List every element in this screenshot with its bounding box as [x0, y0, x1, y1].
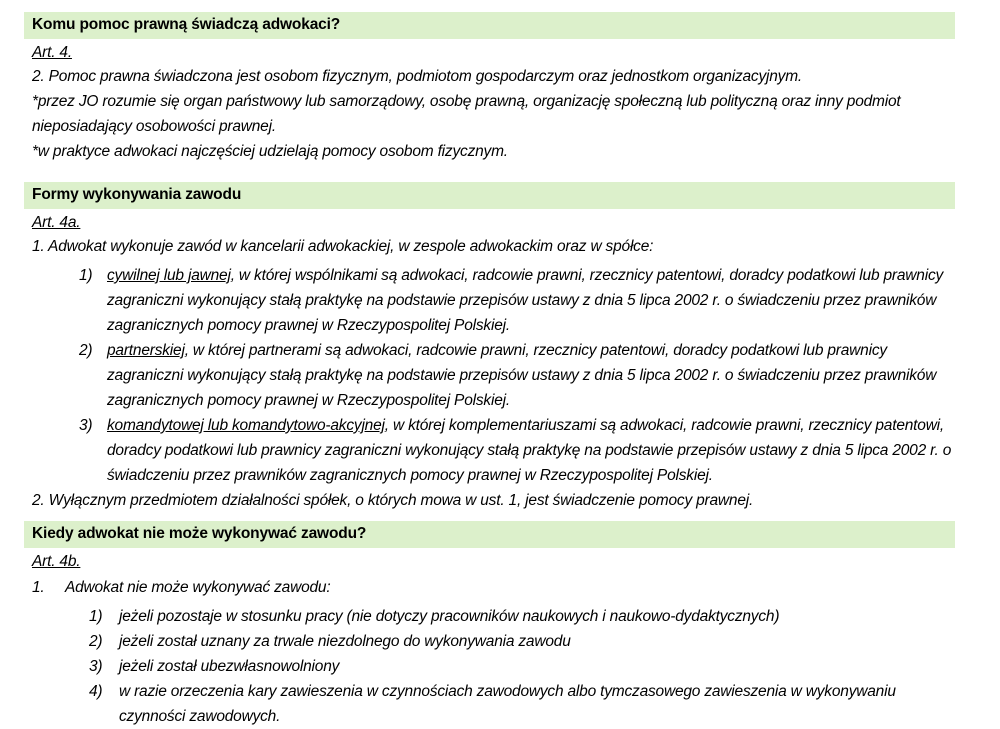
list-item-body: , w której wspólnikami są adwokaci, radcowie prawni, rzecznicy patentowi, doradcy podatkowi lub prawnicy zagraniczni wykonujący stałą praktykę na podstawie przepisów ustawy z dnia 5 lipca 2002 r. o świadczeniu przez prawników zagranicznych pomocy prawnej w Rzeczypospolitej Polskiej. — [107, 267, 944, 334]
list-item — [32, 575, 955, 600]
section-header-3: Kiedy adwokat nie może wykonywać zawodu? — [24, 521, 955, 548]
article-reference-3: Art. 4b. — [32, 553, 81, 570]
article-ref-wrap-2 — [24, 209, 955, 234]
list-marker: 1) — [79, 267, 93, 284]
section-kiedy-adwokat-nie-moze — [24, 521, 955, 729]
section-spacer-1 — [24, 164, 955, 182]
list-item-term: partnerskiej — [107, 342, 185, 359]
list-item-text: Adwokat nie może wykonywać zawodu: — [65, 579, 331, 596]
list-item-body: , w której komplementariuszami są adwokaci, radcowie prawni, rzecznicy patentowi, doradcy podatkowi lub prawnicy zagraniczni wykonujący stałą praktykę na podstawie przepisów ustawy z dnia 5 lipca 2002 r. o świadczeniu przez prawników zagranicznych pomocy prawnej w Rzeczypospolitej Polskiej. — [107, 417, 952, 484]
paragraph-2-closing: 2. Wyłącznym przedmiotem działalności spółek, o których mowa w ust. 1, jest świadczenie pomocy prawnej. — [32, 492, 754, 509]
paragraph-1-3: *w praktyce adwokaci najczęściej udzielają pomocy osobom fizycznym. — [32, 143, 508, 160]
article-ref-wrap-3 — [24, 548, 955, 573]
list-item-text: jeżeli pozostaje w stosunku pracy (nie dotyczy pracowników naukowych i naukowo-dydaktycznych) — [119, 608, 780, 625]
list-zakaz-outer — [32, 575, 955, 600]
list-marker: 2) — [79, 342, 93, 359]
article-reference-1: Art. 4. — [32, 44, 72, 61]
list-marker: 4) — [89, 683, 103, 700]
list-item — [79, 263, 955, 338]
list-marker: 3) — [79, 417, 93, 434]
list-item — [89, 629, 955, 654]
section-formy-wykonywania-zawodu — [24, 182, 955, 513]
list-item-text — [107, 338, 955, 413]
list-item — [89, 604, 955, 629]
list-item-text: jeżeli został uznany za trwale niezdolnego do wykonywania zawodu — [119, 633, 571, 650]
list-item-text — [107, 413, 955, 488]
list-item-term: komandytowej lub komandytowo-akcyjnej — [107, 417, 385, 434]
section-header-2: Formy wykonywania zawodu — [24, 182, 955, 209]
paragraph-2-lead: 1. Adwokat wykonuje zawód w kancelarii adwokackiej, w zespole adwokackim oraz w spółce: — [32, 238, 654, 255]
list-item — [79, 413, 955, 488]
paragraph-1-1: 2. Pomoc prawna świadczona jest osobom fizycznym, podmiotom gospodarczym oraz jednostkom organizacyjnym. — [32, 68, 803, 85]
list-marker: 1) — [89, 608, 103, 625]
list-marker: 1. — [32, 579, 45, 596]
list-item — [79, 338, 955, 413]
list-item-text: jeżeli został ubezwłasnowolniony — [119, 658, 340, 675]
paragraph-1-2: *przez JO rozumie się organ państwowy lub samorządowy, osobę prawną, organizację społeczną lub polityczną oraz inny podmiot nieposiadający osobowości prawnej. — [32, 93, 901, 135]
list-item — [89, 679, 955, 729]
section-komu-pomoc-prawna — [24, 12, 955, 164]
list-item-text: w razie orzeczenia kary zawieszenia w czynnościach zawodowych albo tymczasowego zawieszenia w wykonywaniu czynności zawodowych. — [119, 683, 896, 725]
section-spacer-2 — [24, 513, 955, 521]
list-item-text — [107, 263, 955, 338]
article-reference-2: Art. 4a. — [32, 214, 81, 231]
list-item — [89, 654, 955, 679]
list-item-term: cywilnej lub jawnej — [107, 267, 231, 284]
list-marker: 2) — [89, 633, 103, 650]
article-ref-wrap-1 — [24, 39, 955, 64]
list-zakaz-inner — [89, 604, 955, 729]
list-marker: 3) — [89, 658, 103, 675]
list-formy-spolek — [79, 263, 955, 488]
list-item-body: , w której partnerami są adwokaci, radcowie prawni, rzecznicy patentowi, doradcy podatkowi lub prawnicy zagraniczni wykonujący stałą praktykę na podstawie przepisów ustawy z dnia 5 lipca 2002 r. o świadczeniu przez prawników zagranicznych pomocy prawnej w Rzeczypospolitej Polskiej. — [107, 342, 937, 409]
section-header-1: Komu pomoc prawną świadczą adwokaci? — [24, 12, 955, 39]
